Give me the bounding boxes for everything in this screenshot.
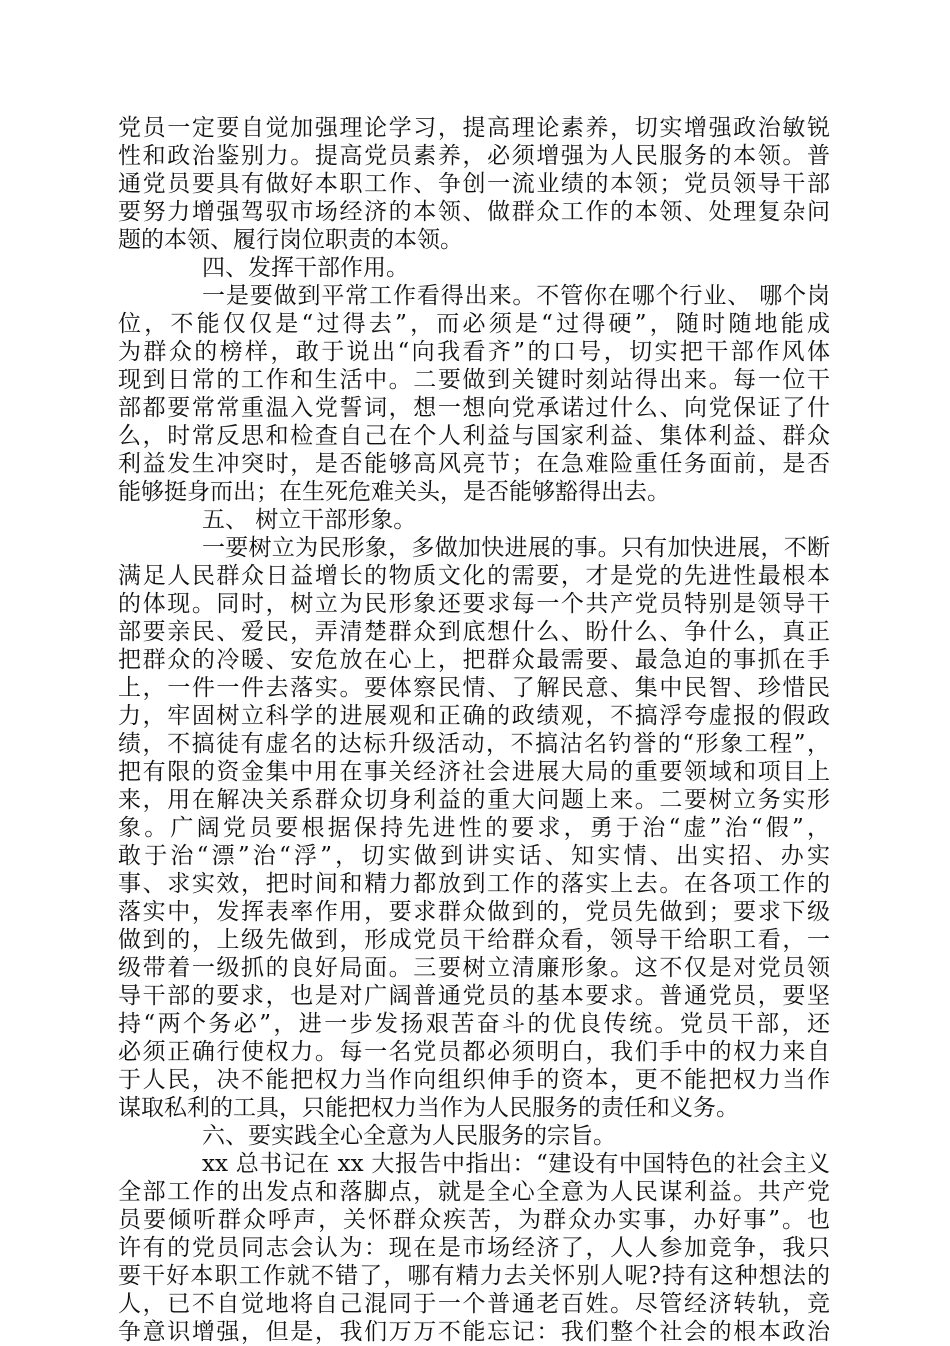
paragraph-line: 满足人民群众日益增长的物质文化的需要，才是党的先进性最根本 <box>118 563 830 589</box>
paragraph-line: 能够挺身而出；在生死危难关头，是否能够豁得出去。 <box>118 479 670 505</box>
paragraph-line: 把群众的冷暖、安危放在心上，把群众最需要、最急迫的事抓在手 <box>118 647 830 673</box>
paragraph-line: xx 总书记在 xx 大报告中指出：“建设有中国特色的社会主义 <box>202 1151 830 1177</box>
paragraph-line: 要努力增强驾驭市场经济的本领、做群众工作的本领、处理复杂问 <box>118 199 830 225</box>
paragraph-line: 党员一定要自觉加强理论学习，提高理论素养，切实增强政治敏锐 <box>118 115 830 141</box>
paragraph-line: 导干部的要求，也是对广阔普通党员的基本要求。普通党员，要坚 <box>118 983 830 1009</box>
paragraph-line: 利益发生冲突时，是否能够高风亮节；在急难险重任务面前，是否 <box>118 451 830 477</box>
paragraph-line: 通党员要具有做好本职工作、争创一流业绩的本领；党员领导干部 <box>118 171 830 197</box>
paragraph-line: 敢于治“漂”治“浮”，切实做到讲实话、知实情、出实招、办实 <box>118 843 830 869</box>
paragraph-line: 一要树立为民形象，多做加快进展的事。只有加快进展，不断 <box>202 535 830 561</box>
paragraph-line: 级带着一级抓的良好局面。三要树立清廉形象。这不仅是对党员领 <box>118 955 830 981</box>
document-body <box>118 114 830 1346</box>
paragraph-line: 许有的党员同志会认为：现在是市场经济了，人人参加竞争，我只 <box>118 1235 830 1261</box>
paragraph-line: 把有限的资金集中用在事关经济社会进展大局的重要领域和项目上 <box>118 759 830 785</box>
paragraph-line: 于人民，决不能把权力当作向组织伸手的资本，更不能把权力当作 <box>118 1067 830 1093</box>
paragraph-line: 部都要常常重温入党誓词，想一想向党承诺过什么、向党保证了什 <box>118 395 830 421</box>
paragraph-line: 人，已不自觉地将自己混同于一个普通老百姓。尽管经济转轨，竞 <box>118 1291 830 1317</box>
paragraph-line: 上，一件一件去落实。要体察民情、了解民意、集中民智、珍惜民 <box>118 675 830 701</box>
paragraph-line: 性和政治鉴别力。提高党员素养，必须增强为人民服务的本领。普 <box>118 143 830 169</box>
paragraph-line: 必须正确行使权力。每一名党员都必须明白，我们手中的权力来自 <box>118 1039 830 1065</box>
paragraph-line: 象。广阔党员要根据保持先进性的要求，勇于治“虚”治“假”， <box>118 815 830 841</box>
paragraph-line: 做到的，上级先做到，形成党员干给群众看，领导干给职工看，一 <box>118 927 830 953</box>
paragraph-line: 部要亲民、爱民，弄清楚群众到底想什么、盼什么、争什么，真正 <box>118 619 830 645</box>
paragraph-line: 位，不能仅仅是“过得去”，而必须是“过得硬”，随时随地能成 <box>118 311 830 337</box>
paragraph-line: 一是要做到平常工作看得出来。不管你在哪个行业、 哪个岗 <box>202 283 830 309</box>
section-heading: 六、要实践全心全意为人民服务的宗旨。 <box>202 1123 616 1149</box>
paragraph-line: 题的本领、履行岗位职责的本领。 <box>118 227 463 253</box>
paragraph-line: 事、求实效，把时间和精力都放到工作的落实上去。在各项工作的 <box>118 871 830 897</box>
paragraph-line: 么，时常反思和检查自己在个人利益与国家利益、集体利益、群众 <box>118 423 830 449</box>
paragraph-line: 要干好本职工作就不错了，哪有精力去关怀别人呢?持有这种想法的 <box>118 1263 830 1289</box>
paragraph-line: 为群众的榜样，敢于说出“向我看齐”的口号，切实把干部作风体 <box>118 339 830 365</box>
paragraph-line: 持“两个务必”，进一步发扬艰苦奋斗的优良传统。党员干部，还 <box>118 1011 830 1037</box>
paragraph-line: 绩，不搞徒有虚名的达标升级活动，不搞沽名钓誉的“形象工程”， <box>118 731 830 757</box>
paragraph-line: 全部工作的出发点和落脚点，就是全心全意为人民谋利益。共产党 <box>118 1179 830 1205</box>
paragraph-line: 现到日常的工作和生活中。二要做到关键时刻站得出来。每一位干 <box>118 367 830 393</box>
paragraph-line: 来，用在解决关系群众切身利益的重大问题上来。二要树立务实形 <box>118 787 830 813</box>
paragraph-line: 力，牢固树立科学的进展观和正确的政绩观，不搞浮夸虚报的假政 <box>118 703 830 729</box>
paragraph-line: 谋取私利的工具，只能把权力当作为人民服务的责任和义务。 <box>118 1095 739 1121</box>
paragraph-line: 员要倾听群众呼声，关怀群众疾苦，为群众办实事，办好事”。也 <box>118 1207 830 1233</box>
paragraph-line: 落实中，发挥表率作用，要求群众做到的，党员先做到；要求下级 <box>118 899 830 925</box>
section-heading: 四、发挥干部作用。 <box>202 255 409 281</box>
paragraph-line: 争意识增强，但是，我们万万不能忘记：我们整个社会的根本政治 <box>118 1319 830 1345</box>
paragraph-line: 的体现。同时，树立为民形象还要求每一个共产党员特别是领导干 <box>118 591 830 617</box>
section-heading: 五、 树立干部形象。 <box>202 507 417 533</box>
